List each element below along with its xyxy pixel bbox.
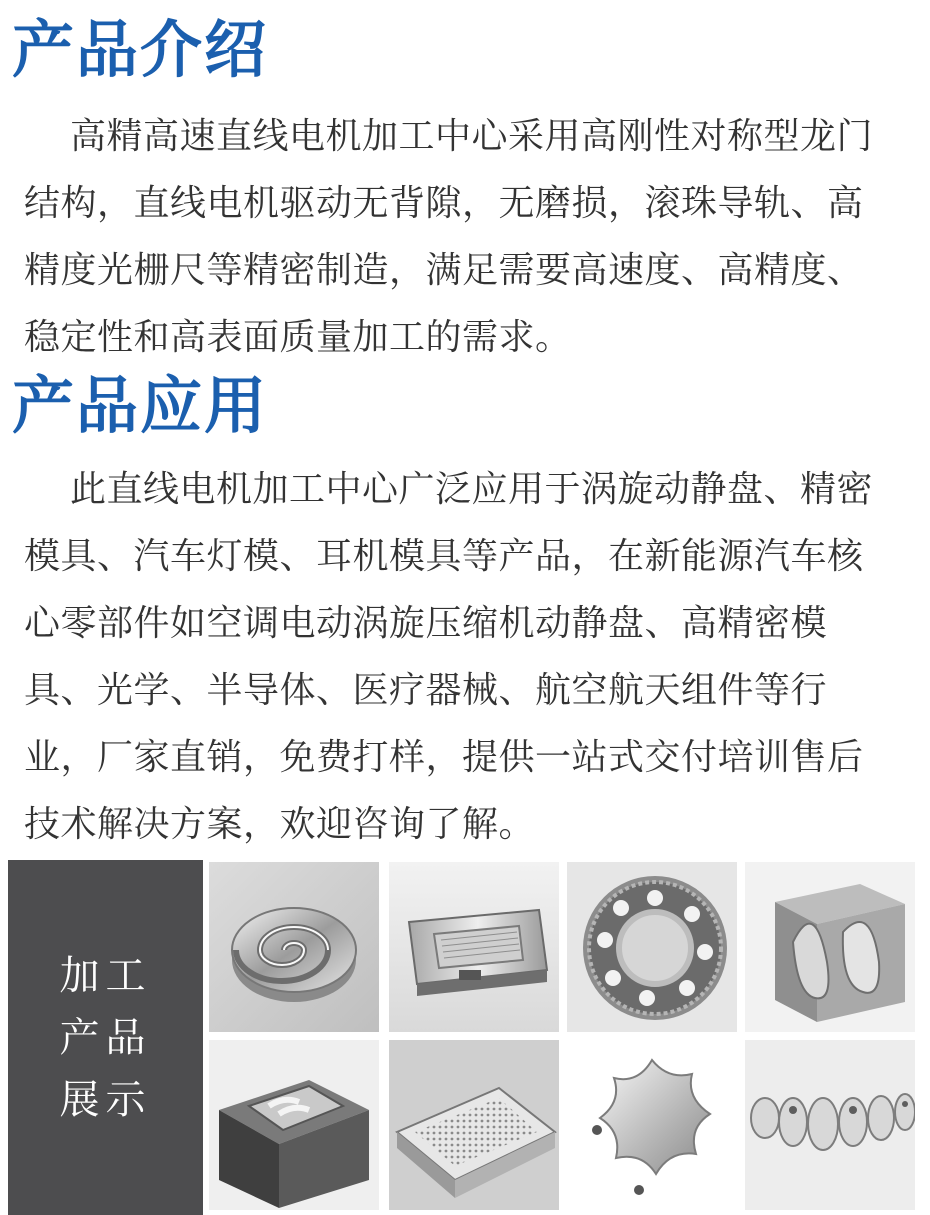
product-photo-precision-mold	[389, 862, 559, 1032]
application-paragraph: 此直线电机加工中心广泛应用于涡旋动静盘、精密模具、汽车灯模、耳机模具等产品，在新能源汽车核心零部件如空调电动涡旋压缩机动静盘、高精密模具、光学、半导体、医疗器械、航空航天组件等行业，厂家直销，免费打样，提供一站式交付培训售后技术解决方案，欢迎咨询了解。	[24, 469, 874, 845]
product-photo-star-part	[567, 1040, 737, 1210]
product-photo-pin-array-plate	[389, 1040, 559, 1210]
product-photo-scroll-disc	[209, 862, 379, 1032]
gallery-label-line-2: 产品	[59, 1014, 152, 1061]
product-photo-dental-bridge	[745, 1040, 915, 1210]
product-photo-engraved-mold	[209, 1040, 379, 1210]
intro-paragraph: 高精高速直线电机加工中心采用高刚性对称型龙门结构，直线电机驱动无背隙，无磨损，滚珠导轨、高精度光栅尺等精密制造，满足需要高速度、高精度、稳定性和高表面质量加工的需求。	[24, 116, 874, 358]
application-section-title: 产品应用	[12, 369, 269, 442]
gallery-label-panel	[8, 860, 203, 1215]
intro-section-title: 产品介绍	[12, 13, 269, 86]
gallery-label-line-3: 展示	[59, 1076, 152, 1123]
product-photo-gear-disc	[567, 862, 737, 1032]
product-gallery	[0, 860, 930, 1215]
product-photo-lamp-mold-block	[745, 862, 915, 1032]
gallery-label-line-1: 加工	[59, 952, 152, 999]
